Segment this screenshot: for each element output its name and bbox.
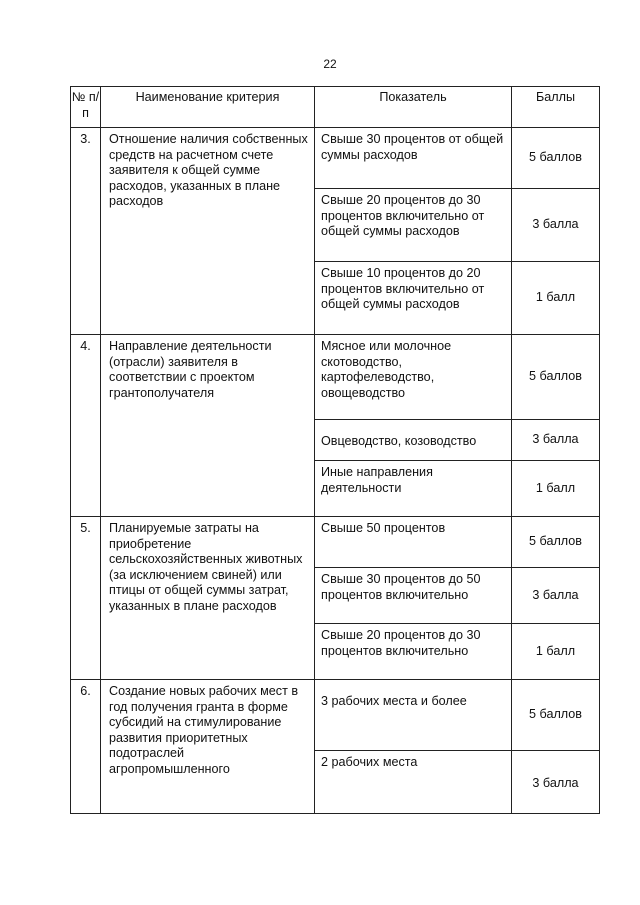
table-row [71,335,600,420]
criterion-number: 4. [71,335,101,517]
points-cell: 1 балл [512,624,600,680]
points-cell: 3 балла [512,189,600,262]
indicator-cell: Свыше 50 процентов [315,517,512,568]
points-cell: 5 баллов [512,517,600,568]
criterion-name: Направление деятельности (отрасли) заявителя в соответствии с проектом грантополучателя [101,335,315,517]
criteria-table [70,86,600,814]
indicator-cell: Иные направления деятельности [315,461,512,517]
points-cell: 5 баллов [512,128,600,189]
header-row [71,87,600,128]
table-row [71,128,600,189]
indicator-cell: Свыше 10 процентов до 20 процентов включительно от общей суммы расходов [315,262,512,335]
header-number: № п/п [71,87,101,128]
points-cell: 3 балла [512,751,600,814]
points-cell: 5 баллов [512,335,600,420]
page-number: 22 [323,57,337,71]
criterion-name: Планируемые затраты на приобретение сельскохозяйственных животных (за исключением свиней) или птицы от общей суммы затрат, указанных в плане расходов [101,517,315,680]
table-row [71,680,600,751]
points-cell: 1 балл [512,461,600,517]
criterion-name: Отношение наличия собственных средств на расчетном счете заявителя к общей сумме расходов, указанных в плане расходов [101,128,315,335]
indicator-cell: Свыше 20 процентов до 30 процентов включительно от общей суммы расходов [315,189,512,262]
criterion-number: 5. [71,517,101,680]
indicator-cell: 3 рабочих места и более [315,680,512,751]
criterion-name: Создание новых рабочих мест в год получения гранта в форме субсидий на стимулирование развития приоритетных подотраслей агропромышленного [101,680,315,814]
table-row [71,517,600,568]
criterion-number: 3. [71,128,101,335]
header-indicator: Показатель [315,87,512,128]
indicator-cell: Мясное или молочное скотоводство, картофелеводство, овощеводство [315,335,512,420]
indicator-cell: Свыше 20 процентов до 30 процентов включительно [315,624,512,680]
indicator-cell: Свыше 30 процентов до 50 процентов включительно [315,568,512,624]
points-cell: 1 балл [512,262,600,335]
indicator-cell: 2 рабочих места [315,751,512,814]
indicator-cell: Овцеводство, козоводство [315,420,512,461]
indicator-cell: Свыше 30 процентов от общей суммы расходов [315,128,512,189]
header-criterion-name: Наименование критерия [101,87,315,128]
points-cell: 3 балла [512,568,600,624]
header-points: Баллы [512,87,600,128]
points-cell: 3 балла [512,420,600,461]
points-cell: 5 баллов [512,680,600,751]
criterion-number: 6. [71,680,101,814]
